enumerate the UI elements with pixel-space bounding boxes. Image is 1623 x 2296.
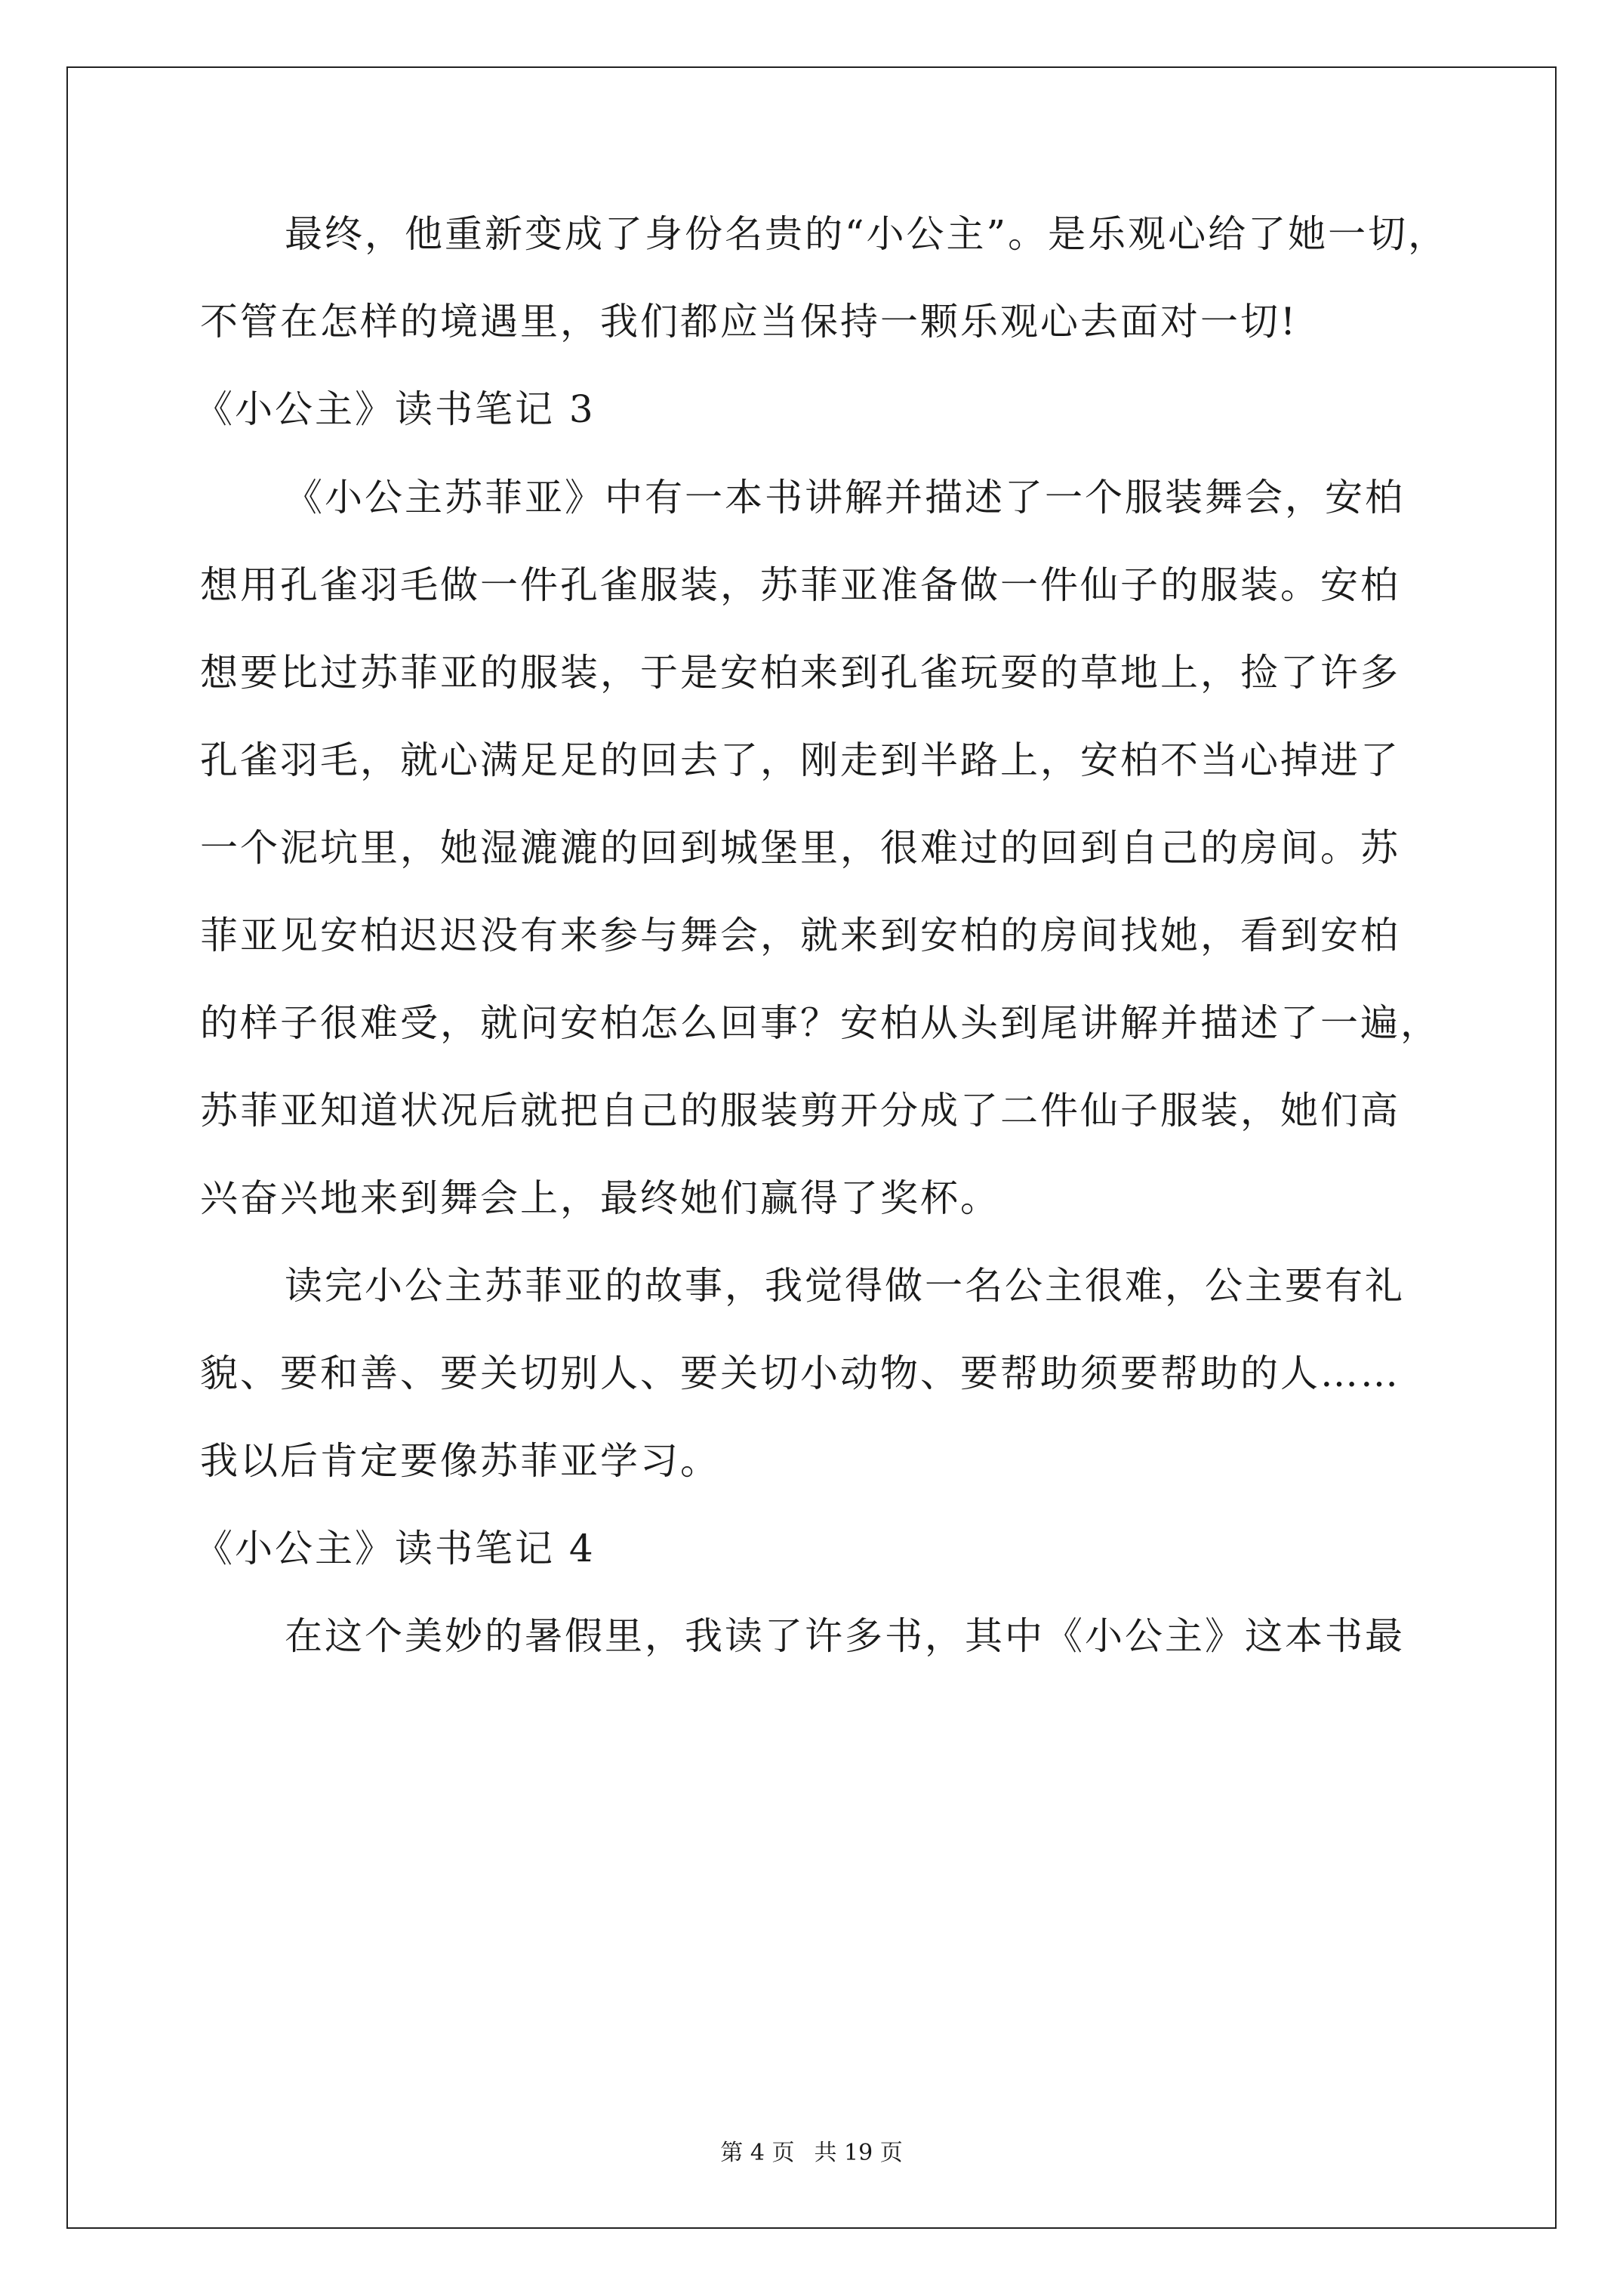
page-footer	[0, 2138, 1623, 2168]
text-line: 貌、要和善、要关切别人、要关切小动物、要帮助须要帮助的人……	[200, 1351, 1400, 1395]
text-line: 苏菲亚知道状况后就把自己的服装剪开分成了二件仙子服装，她们高	[200, 1089, 1400, 1133]
text-line: 读完小公主苏菲亚的故事，我觉得做一名公主很难，公主要有礼	[285, 1264, 1405, 1308]
text-line: 孔雀羽毛，就心满足足的回去了，刚走到半路上，安柏不当心掉进了	[200, 738, 1400, 782]
text-line: 《小公主苏菲亚》中有一本书讲解并描述了一个服装舞会，安柏	[285, 476, 1405, 519]
text-line: 不管在怎样的境遇里，我们都应当保持一颗乐观心去面对一切!	[200, 300, 1298, 344]
text-line: 我以后肯定要像苏菲亚学习。	[200, 1439, 720, 1483]
text-line: 想要比过苏菲亚的服装，于是安柏来到孔雀玩耍的草地上，捡了许多	[200, 651, 1400, 695]
text-line: 一个泥坑里，她湿漉漉的回到城堡里，很难过的回到自己的房间。苏	[200, 826, 1400, 870]
text-line: 最终，他重新变成了身份名贵的“小公主”。是乐观心给了她一切，	[285, 212, 1449, 256]
section-heading: 《小公主》读书笔记 3	[195, 387, 596, 431]
section-heading: 《小公主》读书笔记 4	[195, 1527, 596, 1570]
text-line: 的样子很难受，就问安柏怎么回事？安柏从头到尾讲解并描述了一遍，	[200, 1001, 1440, 1045]
total-pages: 共 19 页	[814, 2140, 903, 2166]
text-line: 菲亚见安柏迟迟没有来参与舞会，就来到安柏的房间找她，看到安柏	[200, 914, 1400, 957]
page-number: 第 4 页	[720, 2140, 795, 2166]
text-line: 在这个美妙的暑假里，我读了许多书，其中《小公主》这本书最	[285, 1614, 1405, 1658]
text-line: 想用孔雀羽毛做一件孔雀服装，苏菲亚准备做一件仙子的服装。安柏	[200, 563, 1400, 607]
text-line: 兴奋兴地来到舞会上，最终她们赢得了奖杯。	[200, 1176, 1000, 1220]
